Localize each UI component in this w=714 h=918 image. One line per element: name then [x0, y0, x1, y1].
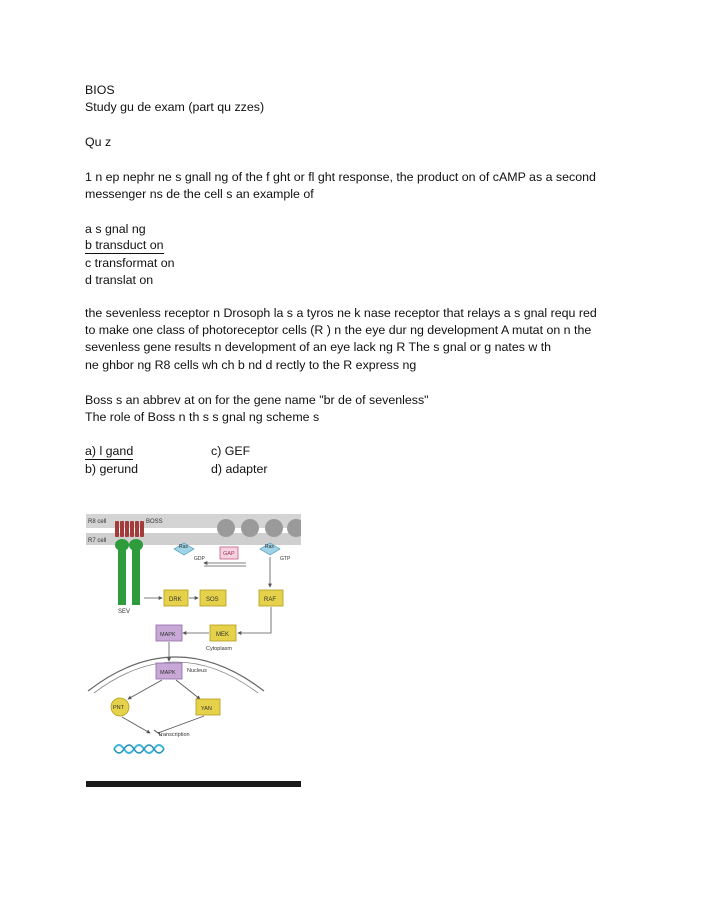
mapk-to-yan-arrow	[176, 680, 200, 699]
course-title: BIOS	[85, 83, 115, 97]
q1-option-b-underlined: b transduct on	[85, 238, 164, 252]
raf-to-mek-arrow	[238, 607, 271, 633]
question-1-line-2: messenger ns de the cell s an example of	[85, 187, 314, 201]
toolbar-circle-2	[241, 519, 259, 537]
q1-option-b	[85, 237, 164, 254]
label-drk: DRK	[169, 597, 182, 603]
label-r7-cell: R7 cell	[88, 538, 107, 544]
q2-option-a	[85, 443, 133, 460]
yan-inhibition-line	[158, 716, 204, 733]
signaling-pathway-figure	[86, 511, 301, 791]
question-2-line-3: sevenless gene results n development of an eye lack ng R The s gnal or g nates w th	[85, 340, 552, 354]
q2-option-d: d) adapter	[211, 462, 268, 476]
pnt-activation-arrow	[122, 717, 150, 733]
q2-option-c: c) GEF	[211, 444, 251, 458]
label-pnt: PNT	[113, 705, 124, 711]
label-raf: RAF	[264, 597, 276, 603]
mapk-to-pnt-arrow	[128, 680, 162, 699]
label-r8-cell: R8 cell	[88, 519, 107, 525]
question-1-line-1: 1 n ep nephr ne s gnall ng of the f ght or fl ght response, the product on of cAMP as a second	[85, 170, 596, 184]
q1-option-a: a s gnal ng	[85, 222, 146, 236]
label-gtp: GTP	[280, 556, 291, 562]
toolbar-circle-1	[217, 519, 235, 537]
figure-bottom-bar	[86, 781, 301, 787]
label-mapk: MAPK	[160, 632, 176, 638]
label-sos: SOS	[206, 597, 219, 603]
quiz-heading: Qu z	[85, 135, 112, 149]
q1-option-c: c transformat on	[85, 256, 175, 270]
label-boss: BOSS	[146, 519, 163, 525]
q2-option-b: b) gerund	[85, 462, 139, 476]
document-subtitle: Study gu de exam (part qu zzes)	[85, 100, 265, 114]
label-ras-gdp: Ras	[179, 544, 188, 550]
question-2-line-1: the sevenless receptor n Drosoph la s a tyros ne k nase receptor that relays a s gnal requ red	[85, 306, 597, 320]
label-transcription: Transcription	[158, 732, 190, 738]
label-sev: SEV	[118, 609, 131, 615]
label-mapk-nuclear: MAPK	[160, 670, 176, 676]
boss-role-question: The role of Boss n th s s gnal ng scheme s	[85, 410, 320, 424]
question-2-line-4: ne ghbor ng R8 cells wh ch b nd d rectly to the R express ng	[85, 358, 417, 372]
label-yan: YAN	[201, 706, 212, 712]
boss-definition: Boss s an abbrev at on for the gene name "br de of sevenless"	[85, 393, 429, 407]
label-ras-gtp: Ras	[265, 544, 274, 550]
label-mek: MEK	[216, 632, 230, 638]
sev-receptor	[115, 539, 143, 605]
q2-option-a-underlined: a) l gand	[85, 444, 134, 458]
label-gdp: GDP	[194, 556, 205, 562]
question-2-line-2: to make one class of photoreceptor cells (R ) n the eye dur ng development A mutat on n the	[85, 323, 592, 337]
q1-option-d: d translat on	[85, 273, 154, 287]
label-gap: GAP	[223, 551, 235, 557]
pathway-diagram	[86, 511, 301, 791]
label-cytoplasm: Cytoplasm	[206, 646, 232, 652]
toolbar-circle-3	[265, 519, 283, 537]
label-nucleus: Nucleus	[187, 668, 207, 674]
